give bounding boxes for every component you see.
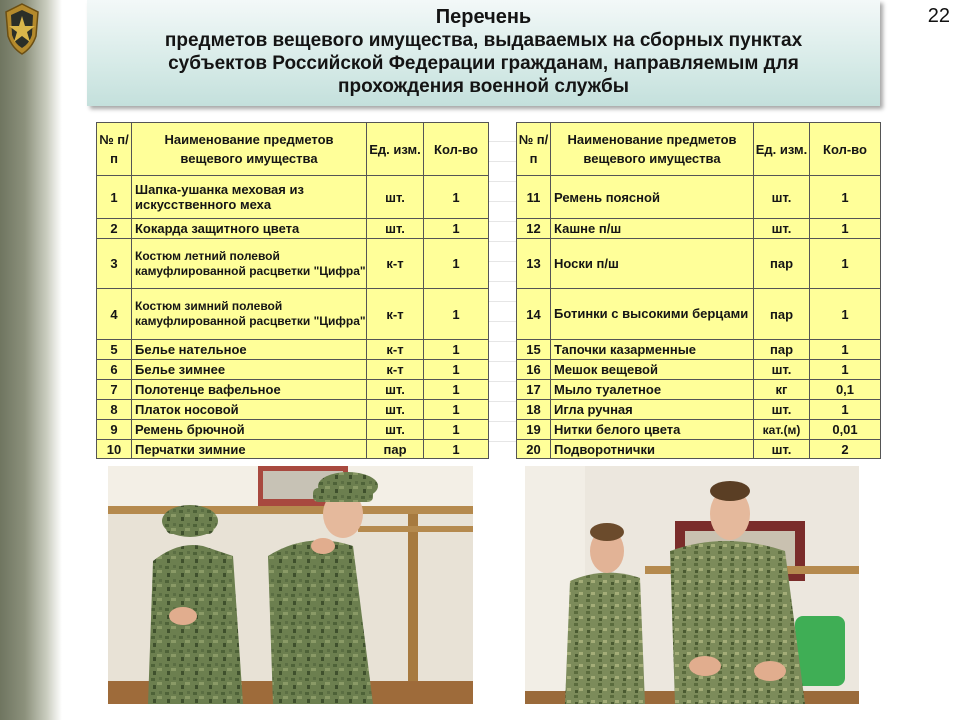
row-name: Белье нательное — [132, 340, 367, 359]
header-qty: Кол-во — [823, 141, 867, 157]
table-row — [517, 440, 880, 458]
row-unit: шт. — [754, 219, 810, 238]
row-name: Костюм летний полевой камуфлированной расцветки "Цифра" — [132, 239, 367, 288]
table-row — [517, 176, 880, 219]
row-unit: шт. — [367, 219, 424, 238]
row-name: Нитки белого цвета — [551, 420, 754, 439]
row-qty: 1 — [841, 402, 849, 417]
row-num: 3 — [97, 239, 132, 288]
table-row — [97, 340, 488, 360]
row-name: Платок носовой — [132, 400, 367, 419]
photo-recruits-summer-uniform — [525, 466, 859, 704]
header-num: № п/п — [517, 123, 551, 175]
photo-recruits-winter-uniform — [108, 466, 473, 704]
row-num: 2 — [97, 219, 132, 238]
table-row — [97, 239, 488, 289]
table-row — [517, 360, 880, 380]
title-line-3: субъектов Российской Федерации гражданам, направляемым для — [168, 53, 799, 74]
table-header-row — [97, 123, 488, 176]
table-row — [517, 400, 880, 420]
row-num: 8 — [97, 400, 132, 419]
slide-title-box — [87, 0, 880, 106]
row-name: Шапка-ушанка меховая из искусственного меха — [132, 176, 367, 218]
header-qty: Кол-во — [434, 141, 478, 157]
table-gap — [489, 122, 516, 459]
title-line-1: Перечень — [435, 6, 532, 28]
row-name: Перчатки зимние — [132, 440, 367, 458]
row-unit: к-т — [367, 289, 424, 339]
row-num: 4 — [97, 289, 132, 339]
row-num: 5 — [97, 340, 132, 359]
table-row — [97, 420, 488, 440]
table-row — [517, 289, 880, 340]
row-qty: 0,1 — [835, 382, 855, 397]
row-qty: 1 — [452, 306, 460, 322]
row-qty: 1 — [452, 441, 460, 457]
ministry-emblem-icon — [2, 2, 42, 56]
row-name: Ремень брючной — [132, 420, 367, 439]
row-qty: 1 — [841, 256, 849, 271]
table-row — [97, 360, 488, 380]
row-num: 16 — [517, 360, 551, 379]
header-name: Наименование предметов вещевого имущества — [551, 123, 754, 175]
row-num: 19 — [517, 420, 551, 439]
row-num: 1 — [97, 176, 132, 218]
row-qty: 1 — [452, 189, 460, 205]
table-row — [97, 400, 488, 420]
row-qty: 0,01 — [832, 422, 858, 437]
row-unit: к-т — [367, 360, 424, 379]
page-number: 22 — [927, 5, 950, 27]
row-num: 7 — [97, 380, 132, 399]
header-name: Наименование предметов вещевого имущества — [132, 123, 367, 175]
row-unit: пар — [367, 440, 424, 458]
row-name: Ботинки с высокими берцами — [551, 289, 754, 339]
title-line-2: предметов вещевого имущества, выдаваемых на сборных пунктах — [164, 30, 803, 51]
row-num: 11 — [517, 176, 551, 218]
row-unit: шт. — [367, 420, 424, 439]
row-name: Полотенце вафельное — [132, 380, 367, 399]
row-unit: шт. — [754, 176, 810, 218]
row-num: 20 — [517, 440, 551, 458]
table-row — [517, 219, 880, 239]
row-qty: 1 — [452, 221, 460, 236]
row-qty: 1 — [452, 402, 460, 417]
table-row — [517, 380, 880, 400]
row-unit: шт. — [754, 400, 810, 419]
row-num: 17 — [517, 380, 551, 399]
row-name: Белье зимнее — [132, 360, 367, 379]
row-qty: 1 — [841, 362, 849, 377]
header-unit: Ед. изм. — [754, 123, 810, 175]
row-name: Мыло туалетное — [551, 380, 754, 399]
row-qty: 1 — [452, 422, 460, 437]
header-unit: Ед. изм. — [367, 123, 424, 175]
items-table-right — [516, 122, 881, 459]
row-unit: пар — [754, 340, 810, 359]
row-qty: 1 — [841, 306, 849, 322]
row-unit: шт. — [367, 176, 424, 218]
row-unit: шт. — [367, 400, 424, 419]
row-num: 15 — [517, 340, 551, 359]
items-table-left — [96, 122, 489, 459]
row-qty: 1 — [841, 342, 849, 357]
table-row — [97, 219, 488, 239]
row-unit: к-т — [367, 239, 424, 288]
row-unit: шт. — [754, 360, 810, 379]
side-decor-bar — [0, 0, 62, 720]
table-row — [517, 239, 880, 289]
row-unit: к-т — [367, 340, 424, 359]
row-qty: 1 — [452, 256, 460, 271]
row-num: 13 — [517, 239, 551, 288]
row-num: 12 — [517, 219, 551, 238]
row-name: Игла ручная — [551, 400, 754, 419]
row-name: Ремень поясной — [551, 176, 754, 218]
row-name: Тапочки казарменные — [551, 340, 754, 359]
row-unit: шт. — [754, 440, 810, 458]
row-num: 9 — [97, 420, 132, 439]
table-row — [97, 176, 488, 219]
row-name: Кашне п/ш — [551, 219, 754, 238]
row-name: Подворотнички — [551, 440, 754, 458]
table-row — [97, 380, 488, 400]
row-unit: шт. — [367, 380, 424, 399]
table-row — [517, 340, 880, 360]
row-name: Костюм зимний полевой камуфлированной расцветки "Цифра" — [132, 289, 367, 339]
row-qty: 2 — [841, 441, 849, 457]
row-unit: кат.(м) — [754, 420, 810, 439]
row-name: Носки п/ш — [551, 239, 754, 288]
row-num: 10 — [97, 440, 132, 458]
row-unit: пар — [754, 239, 810, 288]
row-num: 6 — [97, 360, 132, 379]
row-num: 14 — [517, 289, 551, 339]
row-qty: 1 — [841, 221, 849, 236]
row-name: Мешок вещевой — [551, 360, 754, 379]
table-header-row — [517, 123, 880, 176]
row-qty: 1 — [452, 342, 460, 357]
row-name: Кокарда защитного цвета — [132, 219, 367, 238]
header-num: № п/п — [97, 123, 132, 175]
row-qty: 1 — [452, 362, 460, 377]
table-row — [517, 420, 880, 440]
table-row — [97, 289, 488, 340]
row-qty: 1 — [841, 189, 849, 205]
title-line-4: прохождения военной службы — [337, 76, 630, 97]
row-unit: кг — [754, 380, 810, 399]
table-row — [97, 440, 488, 458]
row-num: 18 — [517, 400, 551, 419]
row-qty: 1 — [452, 382, 460, 397]
row-unit: пар — [754, 289, 810, 339]
